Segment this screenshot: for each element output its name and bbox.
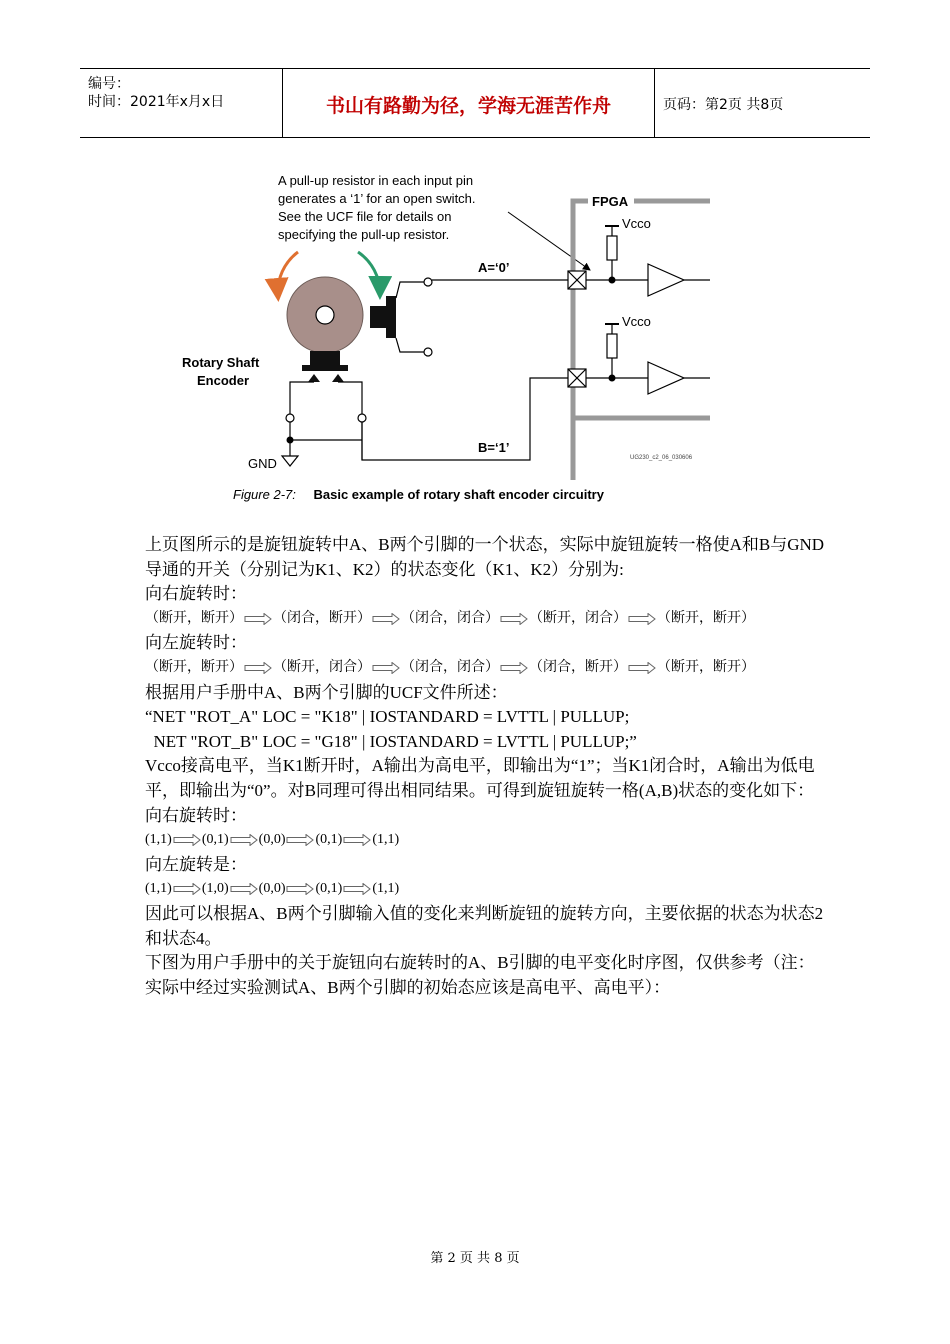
ucf-line-2: NET "ROT_B" LOC = "G18" | IOSTANDARD = LVTTL | PULLUP;” — [145, 731, 637, 751]
paragraph-intro: 上页图所示的是旋钮旋转中A、B两个引脚的一个状态，实际中旋钮旋转一格使A和B与GND导通的开关（分别记为K1、K2）的状态变化（K1、K2）分别为: — [145, 535, 825, 579]
hollow-arrow-icon — [230, 883, 258, 895]
figure-code: UG230_c2_06_030606 — [630, 455, 693, 461]
annotation-pointer — [508, 212, 590, 270]
hollow-arrow-icon — [343, 834, 371, 846]
encoder-shaft — [316, 306, 334, 324]
seq-state: (0,0) — [258, 881, 286, 897]
hollow-arrow-icon — [343, 883, 371, 895]
encoder-label-line-1: Rotary Shaft — [182, 355, 260, 370]
paragraph-conclusion: 因此可以根据A、B两个引脚输入值的变化来判断旋钮的旋转方向，主要依据的状态为状态2和状态4。 — [145, 903, 824, 948]
state-sequence-right — [145, 828, 825, 853]
figure-caption — [233, 487, 604, 502]
hollow-arrow-icon — [173, 883, 201, 895]
seq-state: （断开，闭合） — [273, 659, 371, 675]
left-rotation-label-1: 向左旋转时： — [145, 633, 247, 653]
seq-state: (0,0) — [258, 832, 286, 848]
switch-sequence-right — [145, 607, 825, 632]
seq-state: (0,1) — [201, 832, 229, 848]
annotation-line-2: generates a ‘1’ for an open switch. — [278, 191, 476, 206]
encoder-label-line-2: Encoder — [197, 373, 250, 388]
ucf-line-1: “NET "ROT_A" LOC = "K18" | IOSTANDARD = LVTTL | PULLUP; — [145, 707, 630, 727]
header-meta-cell — [80, 69, 283, 137]
hollow-arrow-icon — [372, 613, 400, 625]
seq-state: （闭合，断开） — [273, 610, 371, 626]
seq-state: (0,1) — [315, 881, 343, 897]
seq-state: (1,1) — [372, 881, 400, 897]
hollow-arrow-icon — [286, 883, 314, 895]
left-rotation-label-2: 向左旋转是： — [145, 854, 247, 874]
seq-state: (1,1) — [145, 881, 172, 897]
switch-sequence-left — [145, 656, 825, 681]
page-footer: 第 2 页 共 8 页 — [430, 1251, 520, 1266]
rotate-left-arrow — [278, 252, 298, 296]
seq-state: (0,1) — [315, 832, 343, 848]
state-sequence-left — [145, 877, 825, 902]
annotation-line-1: A pull-up resistor in each input pin — [278, 173, 474, 188]
hollow-arrow-icon — [286, 834, 314, 846]
seq-state: （断开，断开） — [145, 610, 243, 626]
seq-state: （断开，闭合） — [529, 610, 627, 626]
vcco-label-a: Vcco — [622, 216, 651, 231]
document-number: 编号： — [88, 76, 130, 92]
signal-b-label: B=‘1’ — [478, 440, 510, 455]
annotation-line-4: specifying the pull-up resistor. — [278, 227, 450, 242]
seq-state: （闭合，闭合） — [401, 610, 499, 626]
seq-state: (1,1) — [145, 832, 172, 848]
paragraph-ucf-intro: 根据用户手册中A、B两个引脚的UCF文件所述： — [145, 682, 508, 702]
paragraph-vcco: Vcco接高电平，当K1断开时，A输出为高电平，即输出为“1”；当K1闭合时，A输出为低电平，即输出为“0”。对B同理可得出相同结果。可得到旋钮旋转一格(A,B)状态的变化如下： — [145, 756, 815, 800]
hollow-arrow-icon — [500, 662, 528, 674]
signal-a-label: A=‘0’ — [478, 260, 510, 275]
hollow-arrow-icon — [500, 613, 528, 625]
caption-text: Basic example of rotary shaft encoder circuitry — [313, 487, 604, 502]
caption-number: Figure 2-7: — [233, 487, 296, 502]
hollow-arrow-icon — [244, 662, 272, 674]
hollow-arrow-icon — [230, 834, 258, 846]
document-body — [145, 533, 825, 1000]
hollow-arrow-icon — [628, 613, 656, 625]
paragraph-timing-intro: 下图为用户手册中的关于旋钮向右旋转时的A、B引脚的电平变化时序图，仅供参考（注：实际中经过实验测试A、B两个引脚的初始态应该是高电平、高电平）： — [145, 953, 815, 997]
document-date: 时间：2021年x月x日 — [88, 94, 225, 110]
annotation-line-3: See the UCF file for details on — [278, 209, 452, 224]
hollow-arrow-icon — [173, 834, 201, 846]
fpga-boundary-top — [573, 201, 710, 480]
seq-state: （闭合，断开） — [529, 659, 627, 675]
header-motto-cell — [283, 69, 655, 137]
gnd-label: GND — [248, 456, 277, 471]
seq-state: （断开，断开） — [657, 659, 755, 675]
seq-state: （闭合，闭合） — [401, 659, 499, 675]
seq-state: (1,1) — [372, 832, 400, 848]
hollow-arrow-icon — [372, 662, 400, 674]
page-header — [80, 68, 870, 138]
seq-state: （断开，断开） — [145, 659, 243, 675]
right-rotation-label-2: 向右旋转时： — [145, 805, 247, 825]
rotate-right-arrow — [358, 252, 380, 294]
seq-state: (1,0) — [201, 881, 229, 897]
hollow-arrow-icon — [628, 662, 656, 674]
motto: 书山有路勤为径，学海无涯苦作舟 — [325, 95, 611, 117]
hollow-arrow-icon — [244, 613, 272, 625]
vcco-label-b: Vcco — [622, 314, 651, 329]
right-rotation-label-1: 向右旋转时： — [145, 584, 247, 604]
page-info: 页码：第2页 共8页 — [663, 97, 784, 113]
seq-state: （断开，断开） — [657, 610, 755, 626]
encoder-circuit-figure — [170, 160, 710, 480]
fpga-label: FPGA — [592, 194, 629, 209]
header-page-cell — [655, 69, 870, 137]
